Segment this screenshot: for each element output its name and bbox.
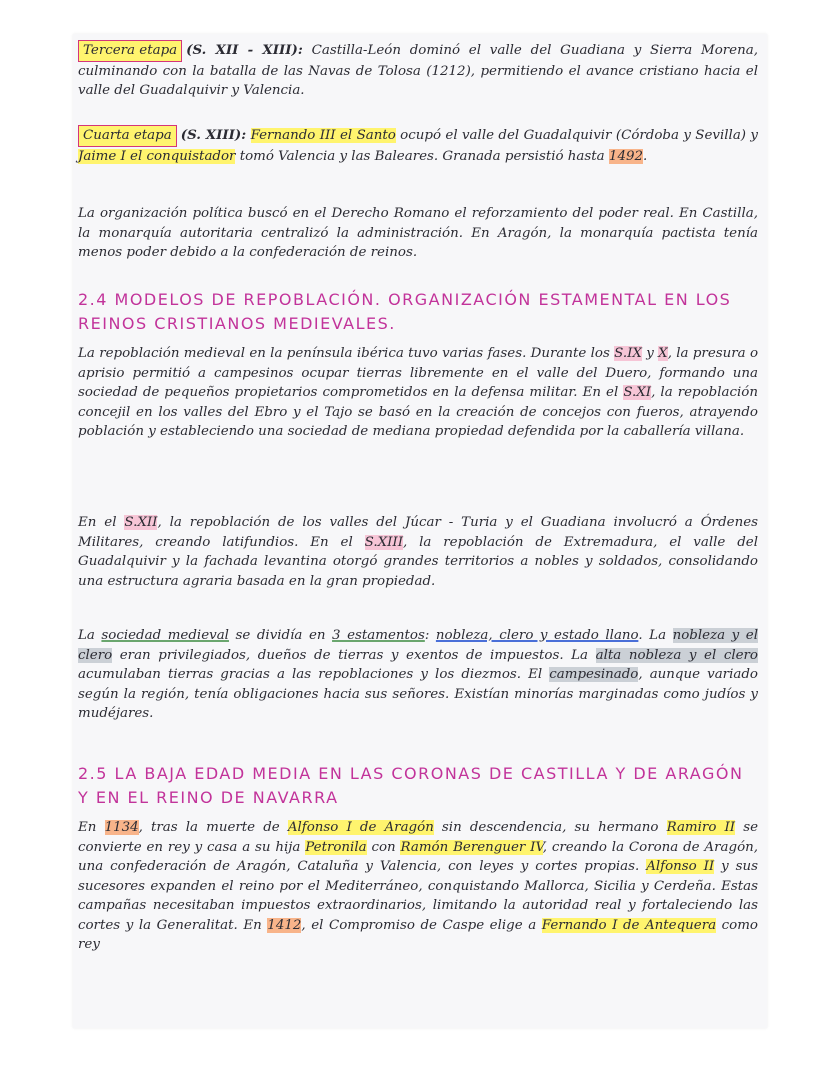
sociedad-medieval-underlined: sociedad medieval [101,628,229,643]
repob2-text-a: En el [78,515,125,530]
siglo-x-highlight: X [658,346,668,361]
baja-text-q: como rey [78,917,763,952]
baja-text-e: sin descendencia, su hermano [433,820,667,835]
sociedad-text-i: eran privilegiados, dueños de tierras y exentos de impuestos. La [112,647,596,663]
estamentos-list-underlined: nobleza, clero y estado llano [435,628,639,643]
campesinado-highlight: campesinado [549,667,639,682]
siglo-ix-highlight: S.IX [614,346,642,361]
cuarta-text-2: tomó Valencia y las Baleares. Granada persistió hasta [235,148,609,164]
baja-text-a: En [78,820,105,835]
repoblacion-paragraph-2 [78,513,763,591]
fernando-iii-highlight: Fernando III el Santo [250,128,396,143]
baja-text-g: se convierte en rey y casa a su hija [78,820,763,855]
cuarta-text-1: ocupó el valle del Guadalquivir (Córdoba y Sevilla) y [395,128,763,143]
ramon-berenguer-highlight: Ramón Berenguer IV [400,839,543,855]
jaime-i-highlight: Jaime I el conquistador [78,148,236,164]
tres-estamentos-underlined: 3 estamentos [332,628,425,643]
sociedad-text-c: se dividía en [228,628,333,643]
organizacion-politica-paragraph: La organización política buscó en el Derecho Romano el reforzamiento del poder real. En Castilla, la monarquía autoritaria centralizó la administración. En Aragón, la monarquía pactista tenía menos poder debido a la confederación de reinos. [78,206,758,260]
cuarta-text-3: . [643,148,648,164]
section-heading-2-4: 2.4 MODELOS DE REPOBLACIÓN. ORGANIZACIÓN ESTAMENTAL EN LOS REINOS CRISTIANOS MEDIEVALES. [78,290,732,333]
baja-text-k: , creando la Corona de Aragón, una confederación de Aragón, Cataluña y Valencia, con leyes y cortes propias. [78,839,763,874]
nobleza-clero-highlight: nobleza y el clero [78,628,758,663]
repob1-text-a: La repoblación medieval en la península ibérica tuvo varias fases. Durante los [78,346,615,361]
alfonso-i-highlight: Alfonso I de Aragón [287,820,434,835]
cuarta-etapa-paragraph [78,125,763,166]
tercera-etapa-paragraph [78,40,758,101]
repob2-text-c: , la repoblación de los valles del Júcar - Turia y el Guadiana involucró a Órdenes Militares, creando latifundios. En el [78,515,763,550]
sociedad-estamental-paragraph [78,626,763,724]
tercera-etapa-text: Castilla-León dominó el valle del Guadiana y Sierra Morena, culminando con la batalla de las Navas de Tolosa (1212), permitiendo el avance cristiano hacia el valle del Guadalquivir y Valencia. [78,43,758,98]
section-heading-2-5: 2.5 LA BAJA EDAD MEDIA EN LAS CORONAS DE CASTILLA Y DE ARAGÓN Y EN EL REINO DE NAVARRA [78,764,744,807]
repoblacion-paragraph-1 [78,344,763,442]
baja-text-c: , tras la muerte de [138,820,288,835]
sociedad-text-g: . La [638,628,673,643]
baja-edad-media-paragraph [78,818,763,955]
sociedad-text-a: La [78,628,102,643]
siglo-xiii-highlight: S.XIII [364,534,403,550]
sociedad-text-k: acumulaban tierras gracias a las repoblaciones y los diezmos. El [78,647,763,682]
repob1-text-e: , la presura o aprisio permitió a campesinos ocupar tierras libremente en el valle del Duero, formando una sociedad de pequeños propietarios comprometidos en la defensa militar. En el [78,346,763,400]
year-1134-highlight: 1134 [104,820,139,835]
ramiro-ii-highlight: Ramiro II [666,820,736,835]
siglo-xii-highlight: S.XII [124,515,158,530]
alta-nobleza-highlight: alta nobleza y el clero [595,647,758,663]
petronila-highlight: Petronila [305,839,367,855]
baja-text-i: con [366,839,401,855]
baja-text-o: , el Compromiso de Caspe elige a [301,917,542,933]
year-1412-highlight: 1412 [267,917,302,933]
sociedad-text-m: , aunque variado según la región, tenía obligaciones hacia sus señores. Existían minorías marginadas como judíos y mudéjares. [78,667,763,721]
siglo-xi-highlight: S.XI [623,385,652,400]
repob1-text-g: , la repoblación concejil en los valles del Ebro y el Tajo se basó en la creación de concejos con fueros, atrayendo población y estableciendo una sociedad de mediana propiedad defendida por la caballería villana. [78,385,763,439]
cuarta-etapa-period: (S. XIII): [180,127,247,143]
alfonso-ii-highlight: Alfonso II [646,859,715,874]
tercera-etapa-period: (S. XII - XIII): [186,42,303,58]
fernando-antequera-highlight: Fernando I de Antequera [541,917,717,933]
tercera-etapa-label: Tercera etapa [78,40,182,62]
repob1-text-c: y [641,346,659,361]
repob2-text-e: , la repoblación de Extremadura, el valle del Guadalquivir y la fachada levantina otorgó grandes territorios a nobles y soldados, consolidando una estructura agraria basada en la gran propiedad. [78,534,763,589]
baja-text-m: y sus sucesores expanden el reino por el Mediterráneo, conquistando Mallorca, Sicilia y Cerdeña. Estas campañas necesitaban impuestos extraordinarios, limitando la autoridad real y fortaleciendo las cortes y la Generalitat. En [78,859,763,933]
sociedad-text-e: : [424,628,436,643]
cuarta-etapa-label: Cuarta etapa [78,125,177,147]
year-1492-highlight: 1492 [608,148,643,164]
